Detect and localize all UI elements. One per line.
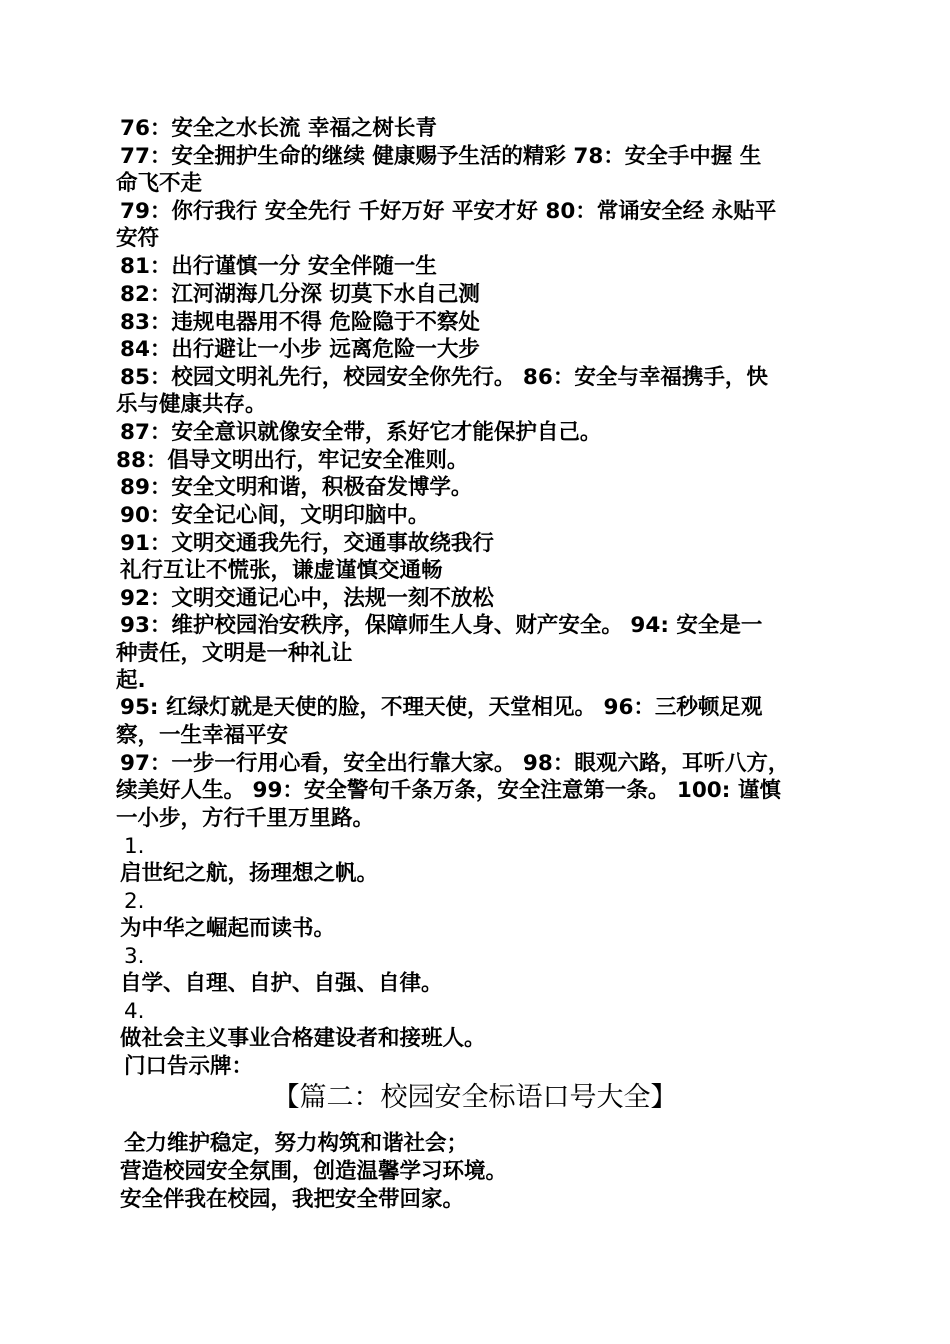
list-item: 启世纪之航，扬理想之帆。 [120, 861, 379, 886]
text-line: 营造校园安全氛围，创造温馨学习环境。 [120, 1159, 508, 1184]
text-line: 83：违规电器用不得 危险隐于不察处 [120, 310, 480, 335]
text-line: 81：出行谨慎一分 安全伴随一生 [120, 254, 437, 279]
text-line: 88：倡导文明出行，牢记安全准则。 [116, 448, 469, 473]
text-line: 93：维护校园治安秩序，保障师生人身、财产安全。 94: 安全是一 [120, 613, 763, 638]
text-line: 76：安全之水长流 幸福之树长青 [120, 116, 437, 141]
text-line: 91：文明交通我先行，交通事故绕我行 [120, 531, 494, 556]
text-line: 90：安全记心间，文明印脑中。 [120, 503, 430, 528]
text-line: 命飞不走 [116, 171, 203, 196]
text-line: 乐与健康共存。 [116, 392, 267, 417]
list-item: 为中华之崛起而读书。 [120, 916, 336, 941]
text-line: 一小步，方行千里万里路。 [116, 806, 375, 831]
text-line: 安符 [116, 226, 160, 251]
text-line: 97：一步一行用心看，安全出行靠大家。 98：眼观六路，耳听八方， [120, 751, 790, 776]
text-line: 82：江河湖海几分深 切莫下水自己测 [120, 282, 480, 307]
text-line: 85：校园文明礼先行，校园安全你先行。 86：安全与幸福携手，快 [120, 365, 768, 390]
text-line: 84：出行避让一小步 远离危险一大步 [120, 337, 480, 362]
text-line: 门口告示牌： [124, 1054, 254, 1079]
text-line: 察，一生幸福平安 [116, 723, 289, 748]
text-line: 安全伴我在校园，我把安全带回家。 [120, 1187, 465, 1212]
text-line: 种责任，文明是一种礼让 [116, 641, 353, 666]
text-line: 77：安全拥护生命的继续 健康赐予生活的精彩 78：安全手中握 生 [120, 144, 762, 169]
list-number: 2. [124, 889, 145, 914]
text-line: 87：安全意识就像安全带，系好它才能保护自己。 [120, 420, 602, 445]
text-line: 89：安全文明和谐，积极奋发博学。 [120, 475, 473, 500]
text-line: 礼行互让不慌张，谦虚谨慎交通畅 [120, 558, 443, 583]
list-item: 自学、自理、自护、自强、自律。 [120, 971, 443, 996]
text-line: 全力维护稳定，努力构筑和谐社会； [124, 1131, 469, 1156]
list-item: 做社会主义事业合格建设者和接班人。 [120, 1026, 486, 1051]
list-number: 4. [124, 999, 145, 1024]
list-number: 3. [124, 944, 145, 969]
text-line: 起. [116, 668, 146, 693]
text-line: 79：你行我行 安全先行 千好万好 平安才好 80：常诵安全经 永贴平 [120, 199, 777, 224]
text-line: 95: 红绿灯就是天使的脸，不理天使，天堂相见。 96：三秒顿足观 [120, 695, 763, 720]
text-line: 92：文明交通记心中，法规一刻不放松 [120, 586, 494, 611]
text-line: 续美好人生。 99：安全警句千条万条，安全注意第一条。 100: 谨慎 [116, 778, 781, 803]
section-heading: 【篇二：校园安全标语口号大全】 [272, 1082, 678, 1113]
list-number: 1. [124, 834, 145, 859]
